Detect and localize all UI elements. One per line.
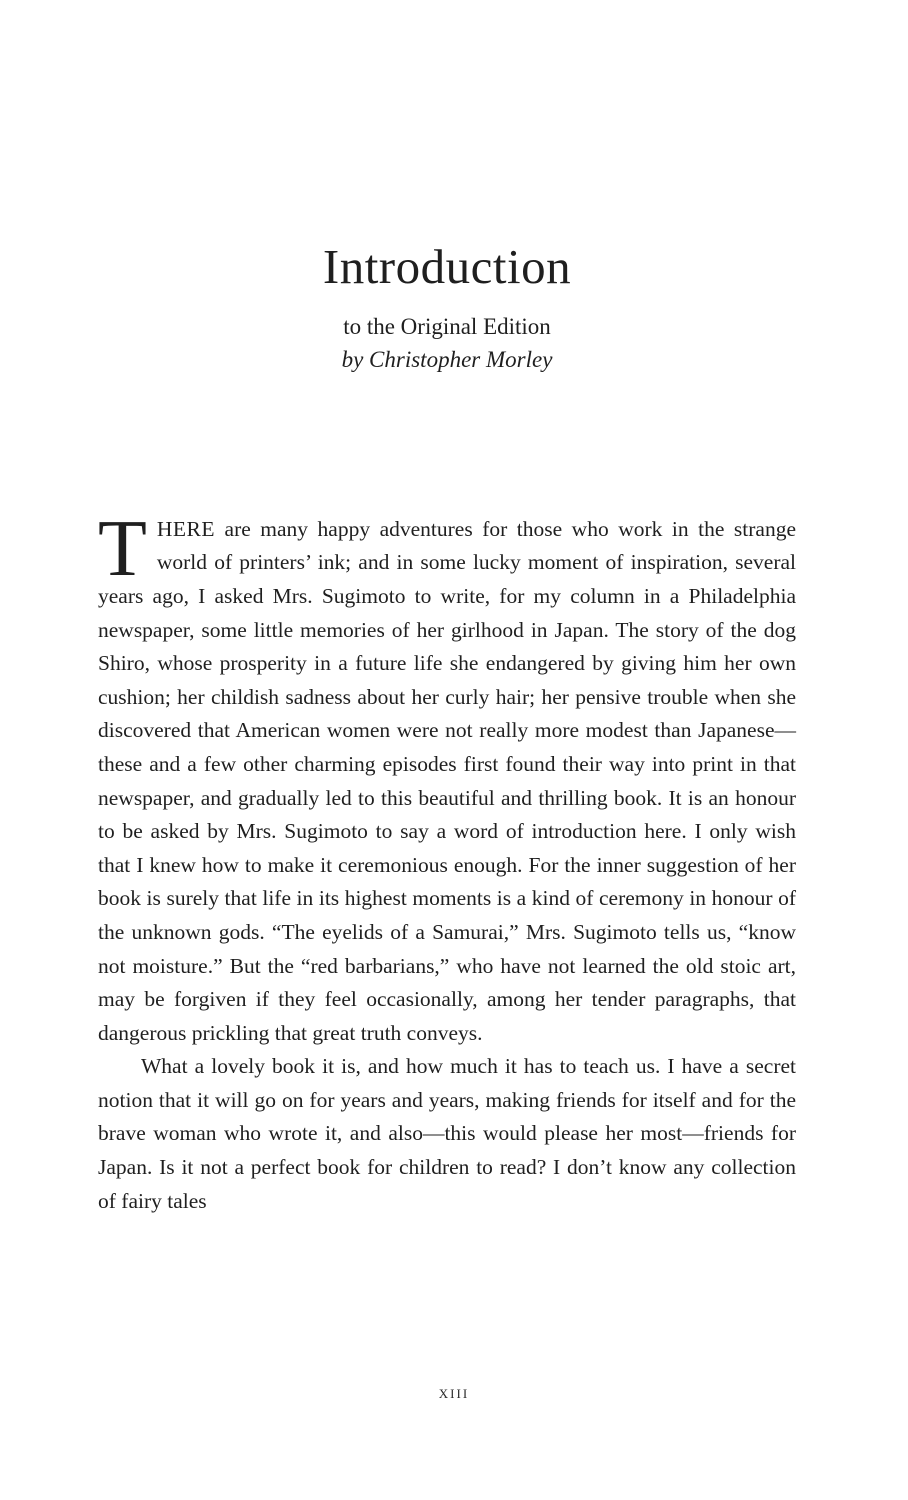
author-byline: by Christopher Morley <box>341 346 553 372</box>
chapter-subtitle: to the Original Edition <box>343 313 551 339</box>
paragraph-2: What a lovely book it is, and how much it has to teach us. I have a secret notion that it will go on for years and years, making friends for itself and for the brave woman who wrote it, and also—this would please her most—friends for Japan. Is it not a perfect book for children to read? I don’t know any collection of fairy tales <box>98 1054 796 1213</box>
body-text <box>98 504 796 1218</box>
paragraph-1 <box>98 504 796 1051</box>
chapter-title: Introduction <box>322 239 572 294</box>
drop-cap: T <box>98 504 147 593</box>
page-number: xiii <box>438 1382 470 1403</box>
paragraph-1-text: are many happy adventures for those who work in the strange world of printers’ ink; and in some lucky moment of inspiration, several years ago, I asked Mrs. Sugimoto to write, for my column in a Philadelphia newspaper, some little memories of her girlhood in Japan. The story of the dog Shiro, whose prosperity in a future life she endangered by giving him her own cushion; her childish sadness about her curly hair; her pensive trouble when she discovered that American women were not really more modest than Japanese—these and a few other charming episodes first found their way into print in that newspaper, and gradually led to this beautiful and thrilling book. It is an honour to be asked by Mrs. Sugimoto to say a word of introduction here. I only wish that I knew how to make it ceremonious enough. For the inner suggestion of her book is surely that life in its highest moments is a kind of ceremony in honour of the unknown gods. “The eyelids of a Samurai,” Mrs. Sugimoto tells us, “know not moisture.” But the “red barbarians,” who have not learned the old stoic art, may be forgiven if they feel occasionally, among her tender paragraphs, that dangerous prickling that great truth conveys. <box>98 516 796 1045</box>
lead-in-caps: HERE <box>156 516 216 541</box>
